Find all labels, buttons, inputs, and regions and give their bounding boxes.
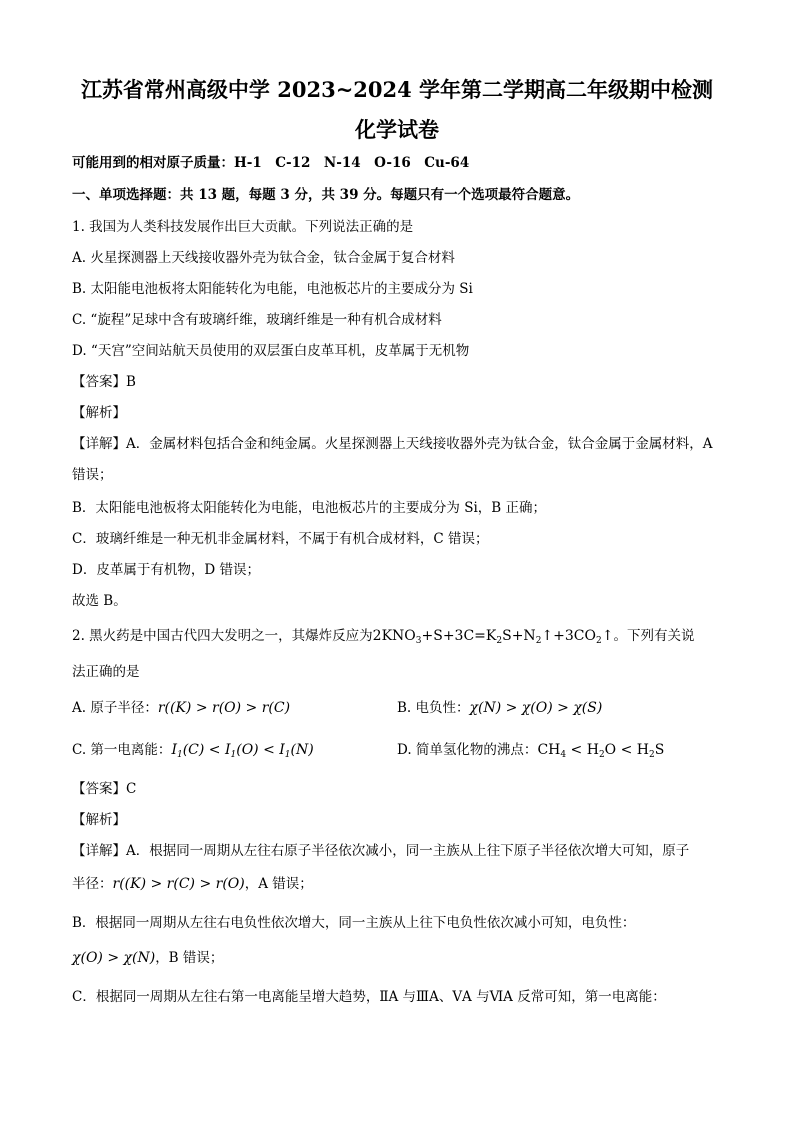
eq-part: S+N — [502, 628, 536, 644]
detail-tail: ，A 错误； — [244, 876, 313, 892]
math-part: S — [654, 742, 665, 758]
math-part: (O) < I — [236, 742, 285, 758]
q2-option-d — [397, 738, 664, 760]
section-heading: 一、单项选择题：共 13 题，每题 3 分，共 39 分。每题只有一个选项最符合题意。 — [72, 187, 580, 203]
option-math: χ(N) > χ(O) > χ(S) — [469, 700, 603, 716]
option-math: r((K) > r(O) > r(C) — [157, 700, 291, 716]
q1-option-b: B. 太阳能电池板将太阳能转化为电能，电池板芯片的主要成分为 Si — [72, 281, 473, 297]
math-part: (C) < I — [182, 742, 231, 758]
q1-analysis-label: 【解析】 — [72, 405, 126, 421]
option-math — [537, 742, 664, 758]
option-label: B. 电负性： — [397, 700, 470, 716]
q1-detail-a: 【详解】A．金属材料包括合金和纯金属。火星探测器上天线接收器外壳为钛合金，钛合金属于金属材料，A — [72, 436, 713, 452]
q2-detail-b: B．根据同一周期从左往右电负性依次增大，同一主族从上往下电负性依次减小可知，电负性： — [72, 915, 636, 931]
q2-analysis-label: 【解析】 — [72, 812, 126, 828]
q2-answer: 【答案】C — [72, 781, 137, 797]
q1-answer: 【答案】B — [72, 374, 136, 390]
detail-label: 半径： — [72, 876, 113, 892]
q2-stem-cont: 法正确的是 — [72, 664, 140, 680]
option-math — [171, 742, 313, 758]
q2-option-b — [397, 696, 602, 716]
math-part: (N) — [290, 742, 314, 758]
option-label: C. 第一电离能： — [72, 742, 172, 758]
q1-stem: 1. 我国为人类科技发展作出巨大贡献。下列说法正确的是 — [72, 219, 414, 235]
eq-sub: 2 — [595, 636, 602, 646]
eq-sub: 3 — [415, 636, 422, 646]
q2-option-c — [72, 738, 314, 760]
q2-stem — [72, 624, 694, 646]
q2-detail-c: C．根据同一周期从左往右第一电离能呈增大趋势，ⅡA 与ⅢA、ⅤA 与ⅥA 反常可知，第一电离能： — [72, 989, 666, 1005]
q2-option-a — [72, 696, 290, 716]
q1-conclusion: 故选 B。 — [72, 593, 127, 609]
detail-math: r((K) > r(C) > r(O) — [112, 876, 245, 892]
q1-option-c: C. “旋程”足球中含有玻璃纤维，玻璃纤维是一种有机合成材料 — [72, 312, 442, 328]
q2-detail-b-cont — [72, 946, 223, 966]
math-sub: 2 — [649, 750, 655, 760]
math-sub: 1 — [176, 750, 183, 760]
math-part: < H — [566, 742, 599, 758]
q2-detail-a: 【详解】A．根据同一周期从左往右原子半径依次减小，同一主族从上往下原子半径依次增大可知，原子 — [72, 843, 690, 859]
math-sub: 4 — [560, 750, 567, 760]
eq-part: 2KNO — [372, 628, 416, 644]
q1-option-d: D. “天宫”空间站航天员使用的双层蛋白皮革耳机，皮革属于无机物 — [72, 343, 470, 359]
q2-stem-pre: 2. 黑火药是中国古代四大发明之一，其爆炸反应为 — [72, 628, 373, 644]
eq-part: ↑ — [601, 628, 614, 644]
math-sub: 2 — [598, 750, 605, 760]
math-part: I — [171, 742, 177, 758]
q2-detail-a-cont — [72, 872, 313, 892]
math-part: CH — [537, 742, 561, 758]
q1-detail-c: C．玻璃纤维是一种无机非金属材料，不属于有机合成材料，C 错误； — [72, 531, 489, 547]
atomic-masses: 可能用到的相对原子质量：H-1 C-12 N-14 O-16 Cu-64 — [72, 155, 470, 171]
detail-tail: ，B 错误； — [155, 950, 224, 966]
q1-option-a: A. 火星探测器上天线接收器外壳为钛合金，钛合金属于复合材料 — [72, 250, 455, 266]
math-sub: 1 — [230, 750, 237, 760]
math-part: O < H — [604, 742, 649, 758]
option-label: D. 简单氢化物的沸点： — [397, 742, 538, 758]
page-title: 江苏省常州高级中学 2023~2024 学年第二学期高二年级期中检测 — [80, 77, 714, 102]
q1-detail-a-cont: 错误； — [72, 467, 113, 483]
eq-sub: 2 — [496, 636, 503, 646]
eq-sub: 2 — [535, 636, 542, 646]
q1-detail-b: B．太阳能电池板将太阳能转化为电能，电池板芯片的主要成分为 Si，B 正确； — [72, 500, 546, 516]
eq-part: ↑+3CO — [541, 628, 596, 644]
eq-part: +S+3C=K — [421, 628, 497, 644]
q2-stem-post: 。下列有关说 — [613, 628, 695, 644]
math-sub: 1 — [284, 750, 291, 760]
detail-math: χ(O) > χ(N) — [72, 950, 156, 966]
reaction-equation — [373, 628, 614, 644]
q1-detail-d: D．皮革属于有机物，D 错误； — [72, 562, 260, 578]
page-subtitle: 化学试卷 — [355, 117, 439, 142]
option-label: A. 原子半径： — [72, 700, 158, 716]
